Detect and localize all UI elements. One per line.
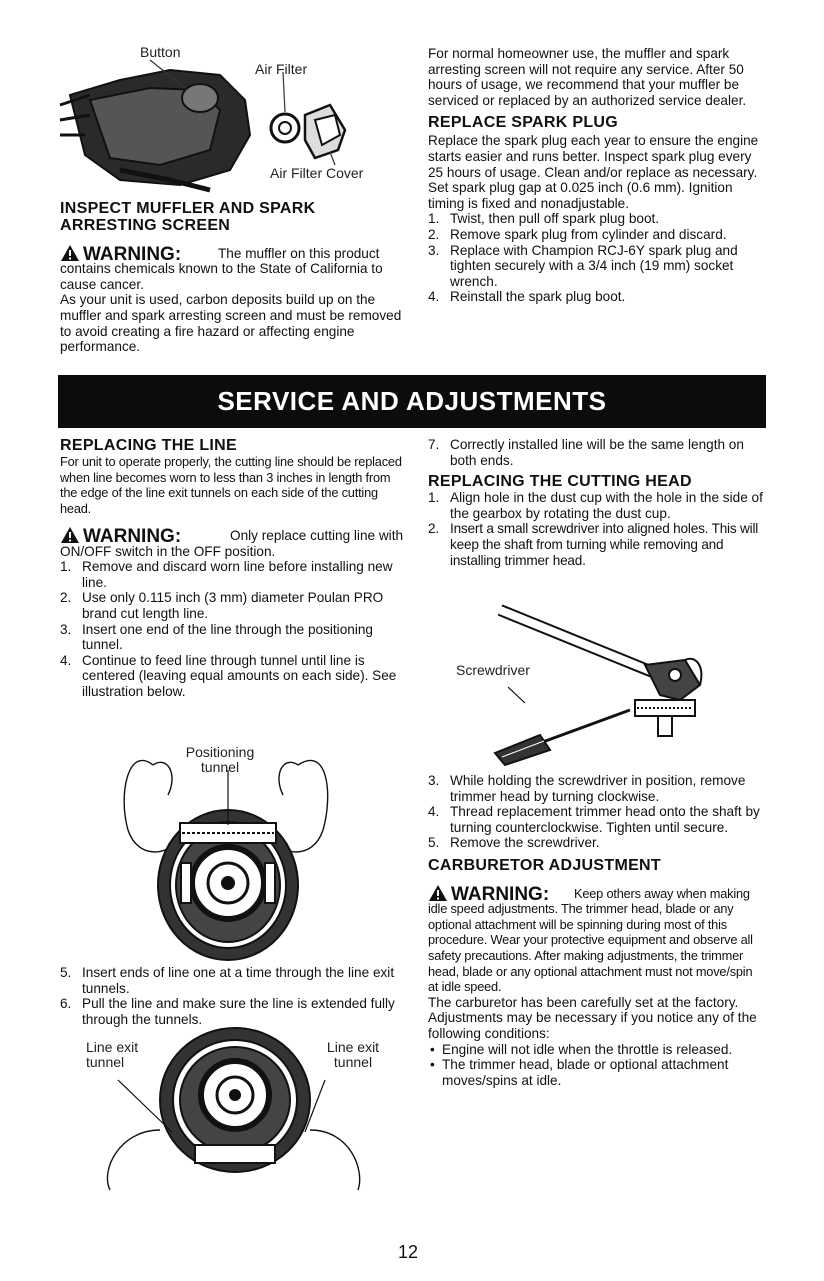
replacing-head-steps-cont [428, 773, 764, 1088]
list-item: 2. Remove spark plug from cylinder and discard. [428, 226, 727, 242]
carbon-deposit-paragraph: As your unit is used, carbon deposits build up on the muffler and spark arresting screen and must be removed to avoid creating a fire hazard or affecting engine performance. [60, 292, 402, 355]
spark-plug-intro: Replace the spark plug each year to ensure the engine starts easier and runs better. Inspect spark plug every 25 hours of usage. Clean and/or replace as necessary. Set spark plug gap at 0.025 inch (0.6 mm). Ignition timing is fixed and nonadjustable. [428, 133, 759, 211]
list-item: 4. Thread replacement trimmer head onto the shaft by turning counterclockwise. Tighten until secure. [428, 804, 760, 835]
screwdriver-illustration [470, 605, 770, 765]
warning-triangle-icon [60, 526, 80, 544]
warning-word: WARNING: [83, 244, 182, 265]
list-item: 4. Reinstall the spark plug boot. [428, 289, 626, 305]
replacing-line-steps-cont [60, 965, 410, 1027]
list-item: 7. Correctly installed line will be the same length on both ends. [428, 437, 744, 468]
warning-triangle-icon [428, 884, 448, 902]
replacing-head-steps [428, 490, 764, 568]
button-label: Button [140, 44, 181, 60]
list-item: 1. Remove and discard worn line before installing new line. [60, 559, 393, 590]
replace-spark-plug-heading: REPLACE SPARK PLUG [428, 114, 619, 132]
warning-muffler-text: The muffler on this product contains chemicals known to the State of California to cause cancer. [60, 245, 383, 292]
carburetor-conditions [428, 1042, 764, 1089]
spark-plug-section [428, 46, 764, 305]
warning-word: WARNING: [83, 526, 182, 548]
normal-use-paragraph: For normal homeowner use, the muffler and spark arresting screen will not require any service. After 50 hours of usage, we recommend that your muffler be serviced or replaced by an authorized service dealer. [428, 46, 747, 108]
warning-word: WARNING: [451, 883, 550, 905]
positioning-tunnel-label: Positioning tunnel [185, 744, 255, 775]
line-exit-tunnel-left-label: Line exit tunnel [86, 1039, 139, 1070]
warning-carburetor-text: Keep others away when making idle speed adjustments. The trimmer head, blade or any optional attachment will be spinning during most of this procedure. Wear your protective equipment and observe all safety precautions. After making adjustments, the trimmer head, blade or any optional attachment must not move/spin at idle speed. [428, 885, 753, 995]
section-banner: SERVICE AND ADJUSTMENTS [58, 375, 766, 428]
air-filter-label: Air Filter [255, 61, 308, 77]
list-item: 3. Replace with Champion RCJ-6Y spark plug and tighten securely with a 3/4 inch (19 mm) socket wrench. [428, 242, 738, 289]
inspect-muffler-section [60, 200, 408, 355]
list-item: 3. While holding the screwdriver in position, remove trimmer head by turning clockwise. [428, 773, 746, 804]
list-item: 2. Use only 0.115 inch (3 mm) diameter Poulan PRO brand cut length line. [60, 590, 384, 621]
replacing-line-section [60, 437, 410, 700]
warning-triangle-icon [60, 244, 80, 262]
spark-plug-steps [428, 211, 764, 305]
list-item: 1. Twist, then pull off spark plug boot. [428, 211, 660, 227]
replacing-head-section [428, 437, 764, 568]
list-item: 5. Remove the screwdriver. [428, 835, 600, 851]
air-filter-cover-label: Air Filter Cover [270, 165, 364, 181]
list-item: 5. Insert ends of line one at a time through the line exit tunnels. [60, 965, 395, 996]
list-item: • The trimmer head, blade or optional attachment moves/spins at idle. [428, 1057, 764, 1088]
list-item: 4. Continue to feed line through tunnel until line is centered (leaving equal amounts on each side). See illustration below. [60, 652, 397, 699]
replacing-line-intro: For unit to operate properly, the cutting line should be replaced when line becomes worn to less than 3 inches in length from the edge of the line exit tunnels on each side of the cutting head. [60, 454, 402, 516]
line-exit-tunnel-right-label: Line exit tunnel [326, 1039, 380, 1070]
list-item: 6. Pull the line and make sure the line is extended fully through the tunnels. [60, 996, 395, 1027]
inspect-muffler-heading: INSPECT MUFFLER AND SPARK ARRESTING SCREEN [60, 200, 316, 234]
list-item: 1. Align hole in the dust cup with the hole in the side of the gearbox by rotating the dust cup. [428, 490, 763, 521]
list-item: • Engine will not idle when the throttle is released. [428, 1042, 764, 1058]
replacing-cutting-head-heading: REPLACING THE CUTTING HEAD [428, 473, 692, 491]
page-number: 12 [398, 1242, 419, 1262]
carburetor-paragraph: The carburetor has been carefully set at the factory. Adjustments may be necessary if you notice any of the following conditions: [428, 994, 757, 1041]
list-item: 2. Insert a small screwdriver into aligned holes. This will keep the shaft from turning while removing and installing trimmer head. [428, 521, 759, 568]
warning-line-text: Only replace cutting line with ON/OFF switch in the OFF position. [60, 527, 404, 559]
list-item: 3. Insert one end of the line through the positioning tunnel. [60, 621, 373, 653]
screwdriver-label: Screwdriver [456, 662, 530, 678]
replacing-line-heading: REPLACING THE LINE [60, 437, 237, 454]
replacing-line-steps [60, 559, 410, 699]
carburetor-adjustment-heading: CARBURETOR ADJUSTMENT [428, 856, 661, 874]
